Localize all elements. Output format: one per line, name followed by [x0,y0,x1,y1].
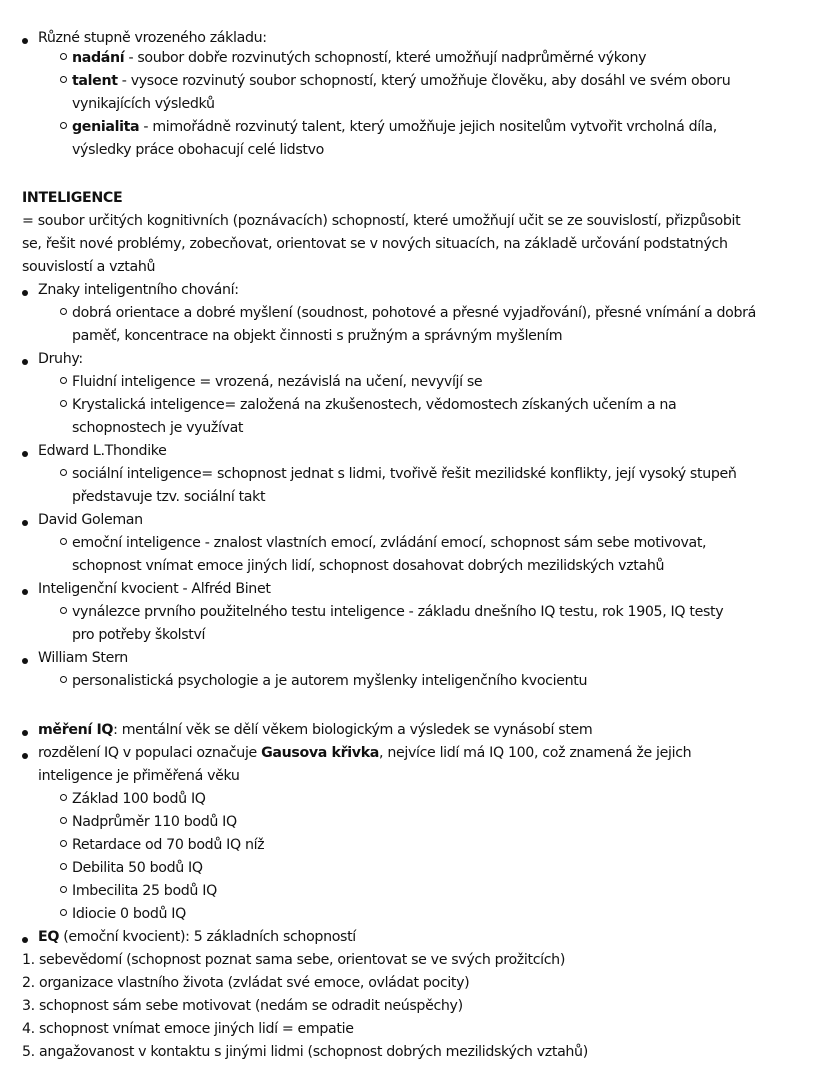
iq-level: Imbecilita 25 bodů IQ [72,883,217,899]
term: nadání [72,50,125,66]
bullet-icon [22,359,28,365]
circle-bullet-icon [60,840,67,847]
sub-item-continuation: schopnostech je využívat [72,420,244,436]
sub-item-continuation: představuje tzv. sociální takt [72,489,266,505]
definition-line: se, řešit nové problémy, zobecňovat, orientovat se v nových situacích, na základě určování podstatných [22,236,728,252]
sub-item: dobrá orientace a dobré myšlení (soudnost, pohotové a přesné vyjadřování), přesné vnímání a dobrá [72,305,756,321]
list-item-eq: EQ (emoční kvocient): 5 základních schopností [38,929,356,945]
definition-line: souvislostí a vztahů [22,259,156,275]
list-item-continuation: inteligence je přiměřená věku [38,768,240,784]
numbered-item: 2. organizace vlastního života (zvládat své emoce, ovládat pocity) [22,975,470,991]
bullet-icon [22,937,28,943]
circle-bullet-icon [60,469,67,476]
bullet-icon [22,589,28,595]
list-item-stern: William Stern [38,650,128,666]
circle-bullet-icon [60,676,67,683]
bullet-icon [22,290,28,296]
circle-bullet-icon [60,886,67,893]
sub-item-fluidni: Fluidní inteligence = vrozená, nezávislá na učení, nevyvíjí se [72,374,483,390]
sub-item: vynálezce prvního použitelného testu inteligence - základu dnešního IQ testu, rok 1905, IQ testy [72,604,724,620]
list-item-continuation: vynikajících výsledků [72,96,215,112]
bullet-icon [22,520,28,526]
list-item-binet: Inteligenční kvocient - Alfréd Binet [38,581,271,597]
list-item-talent: talent - vysoce rozvinutý soubor schopností, který umožňuje člověku, aby dosáhl ve svém oboru [72,73,731,89]
definition-line: = soubor určitých kognitivních (poznávacích) schopností, které umožňují učit se ze souvislostí, přizpůsobit [22,213,741,229]
sub-item: sociální inteligence= schopnost jednat s lidmi, tvořivě řešit mezilidské konflikty, její vysoký stupeň [72,466,737,482]
bullet-icon [22,753,28,759]
iq-level: Základ 100 bodů IQ [72,791,206,807]
sub-item-continuation: paměť, koncentrace na objekt činnosti s pružným a správným myšlením [72,328,563,344]
circle-bullet-icon [60,76,67,83]
circle-bullet-icon [60,607,67,614]
circle-bullet-icon [60,53,67,60]
list-item-druhy: Druhy: [38,351,83,367]
list-item-znaky: Znaky inteligentního chování: [38,282,239,298]
iq-level: Idiocie 0 bodů IQ [72,906,186,922]
sub-item-continuation: schopnost vnímat emoce jiných lidí, schopnost dosahovat dobrých mezilidských vztahů [72,558,665,574]
list-item-goleman: David Goleman [38,512,143,528]
term: talent [72,73,118,89]
circle-bullet-icon [60,817,67,824]
numbered-item: 5. angažovanost v kontaktu s jinými lidmi (schopnost dobrých mezilidských vztahů) [22,1044,588,1060]
list-item-nadani: nadání - soubor dobře rozvinutých schopností, které umožňují nadprůměrné výkony [72,50,647,66]
numbered-item: 4. schopnost vnímat emoce jiných lidí = empatie [22,1021,354,1037]
bullet-icon [22,658,28,664]
sub-item-continuation: pro potřeby školství [72,627,206,643]
sub-item: personalistická psychologie a je autorem myšlenky inteligenčního kvocientu [72,673,588,689]
list-item-rozdeleni-iq: rozdělení IQ v populaci označuje Gausova křivka, nejvíce lidí má IQ 100, což znamená že jejich [38,745,692,761]
numbered-item: 3. schopnost sám sebe motivovat (nedám se odradit neúspěchy) [22,998,463,1014]
bullet-icon [22,38,28,44]
circle-bullet-icon [60,122,67,129]
iq-level: Debilita 50 bodů IQ [72,860,203,876]
list-item-genialita: genialita - mimořádně rozvinutý talent, který umožňuje jejich nositelům vytvořit vrcholná díla, [72,119,717,135]
iq-level: Nadprůměr 110 bodů IQ [72,814,237,830]
bullet-icon [22,730,28,736]
list-item-thondike: Edward L.Thondike [38,443,167,459]
bullet-icon [22,451,28,457]
circle-bullet-icon [60,400,67,407]
sub-item-krystalicka: Krystalická inteligence= založená na zkušenostech, vědomostech získaných učením a na [72,397,677,413]
numbered-item: 1. sebevědomí (schopnost poznat sama sebe, orientovat se ve svých prožitcích) [22,952,566,968]
term: genialita [72,119,140,135]
circle-bullet-icon [60,909,67,916]
circle-bullet-icon [60,308,67,315]
list-item-continuation: výsledky práce obohacují celé lidstvo [72,142,324,158]
section-intro: Různé stupně vrozeného základu: [38,30,267,46]
section-heading: INTELIGENCE [22,190,123,206]
circle-bullet-icon [60,794,67,801]
list-item-mereni-iq: měření IQ: mentální věk se dělí věkem biologickým a výsledek se vynásobí stem [38,722,593,738]
sub-item: emoční inteligence - znalost vlastních emocí, zvládání emocí, schopnost sám sebe motivovat, [72,535,707,551]
circle-bullet-icon [60,377,67,384]
circle-bullet-icon [60,538,67,545]
iq-level: Retardace od 70 bodů IQ níž [72,837,265,853]
circle-bullet-icon [60,863,67,870]
